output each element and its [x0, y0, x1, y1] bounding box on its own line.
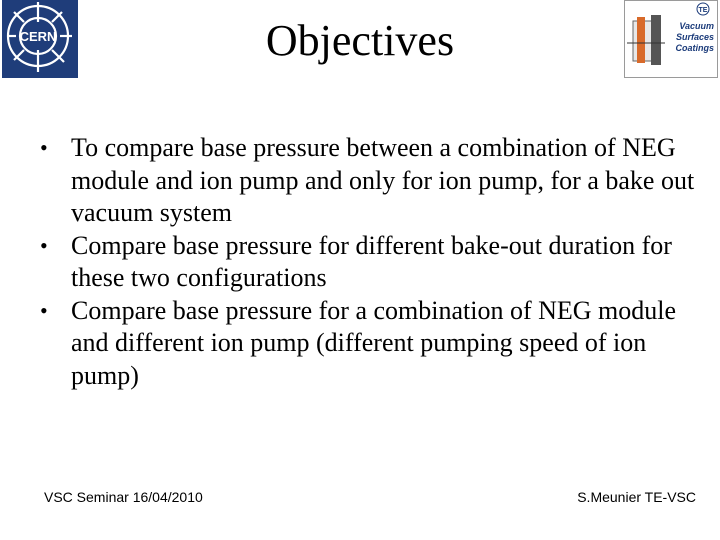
te-vsc-logo: [624, 0, 718, 78]
te-logo-line-2: Surfaces: [675, 32, 714, 42]
bullet-item: [40, 230, 700, 295]
cern-logo-text: CERN: [19, 29, 57, 44]
bullet-dot: •: [40, 297, 48, 323]
footer-author: S.Meunier TE-VSC: [577, 489, 696, 505]
bullet-dot: •: [40, 135, 48, 160]
bullet-text: Compare base pressure for different bake-out duration for these two configurations: [71, 230, 672, 292]
te-logo-line-3: Coatings: [675, 43, 714, 53]
cern-logo: [2, 0, 78, 78]
bullet-text: To compare base pressure between a combination of NEG module and ion pump and only for ion pump, for a bake out vacuum system: [71, 133, 695, 227]
bullet-item: [40, 295, 700, 393]
footer-event-date: VSC Seminar 16/04/2010: [44, 489, 203, 505]
te-badge-text: TE: [698, 7, 708, 14]
te-logo-text: [668, 21, 714, 54]
slide-title: Objectives: [265, 16, 455, 65]
bullet-text: Compare base pressure for a combination of NEG module and different ion pump (different pumping speed of ion pump): [71, 295, 677, 390]
te-logo-line-1: Vacuum: [679, 21, 714, 31]
bullet-item: [40, 132, 700, 230]
objectives-list: [40, 132, 700, 392]
bullet-dot: •: [40, 232, 48, 258]
